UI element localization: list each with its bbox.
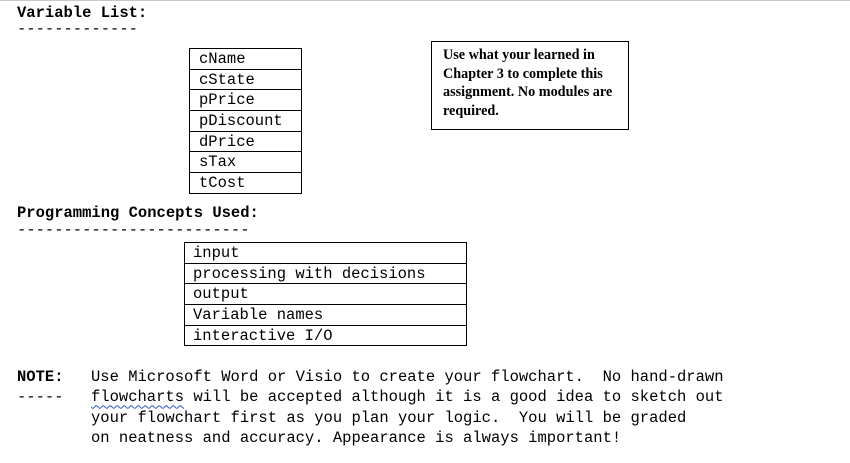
variable-cell: pDiscount (190, 111, 301, 132)
concept-cell: output (185, 284, 466, 305)
concept-cell: Variable names (185, 305, 466, 326)
instructions-text-box: Use what your learned in Chapter 3 to complete this assignment. No modules are required. (431, 41, 629, 130)
variable-cell: dPrice (190, 132, 301, 153)
variable-list-underline: ------------- (17, 20, 138, 38)
note-paragraph (91, 367, 724, 448)
note-label-underline: ----- (17, 388, 64, 406)
concepts-underline: ------------------------- (17, 221, 250, 239)
variable-cell: cName (190, 49, 301, 70)
variable-list-heading: Variable List: (17, 4, 148, 22)
variable-cell: pPrice (190, 90, 301, 111)
variable-cell: tCost (190, 173, 301, 194)
note-line-2-rest: will be accepted although it is a good idea to sketch out (184, 388, 724, 407)
variable-cell: sTax (190, 152, 301, 173)
note-label: NOTE: (17, 368, 64, 386)
concepts-table (184, 242, 467, 346)
spellcheck-flagged-word[interactable]: flowcharts (91, 388, 185, 407)
note-line-3: your flowchart first as you plan your logic. You will be graded (91, 408, 687, 427)
note-line-1: Use Microsoft Word or Visio to create your flowchart. No hand-drawn (91, 368, 724, 386)
concept-cell: input (185, 243, 466, 264)
variable-cell: cState (190, 70, 301, 91)
concepts-heading: Programming Concepts Used: (17, 204, 259, 222)
top-divider (0, 0, 850, 1)
variable-table (189, 48, 302, 194)
concept-cell: interactive I/O (185, 326, 466, 347)
note-line-4: on neatness and accuracy. Appearance is always important! (91, 428, 622, 447)
concept-cell: processing with decisions (185, 264, 466, 285)
